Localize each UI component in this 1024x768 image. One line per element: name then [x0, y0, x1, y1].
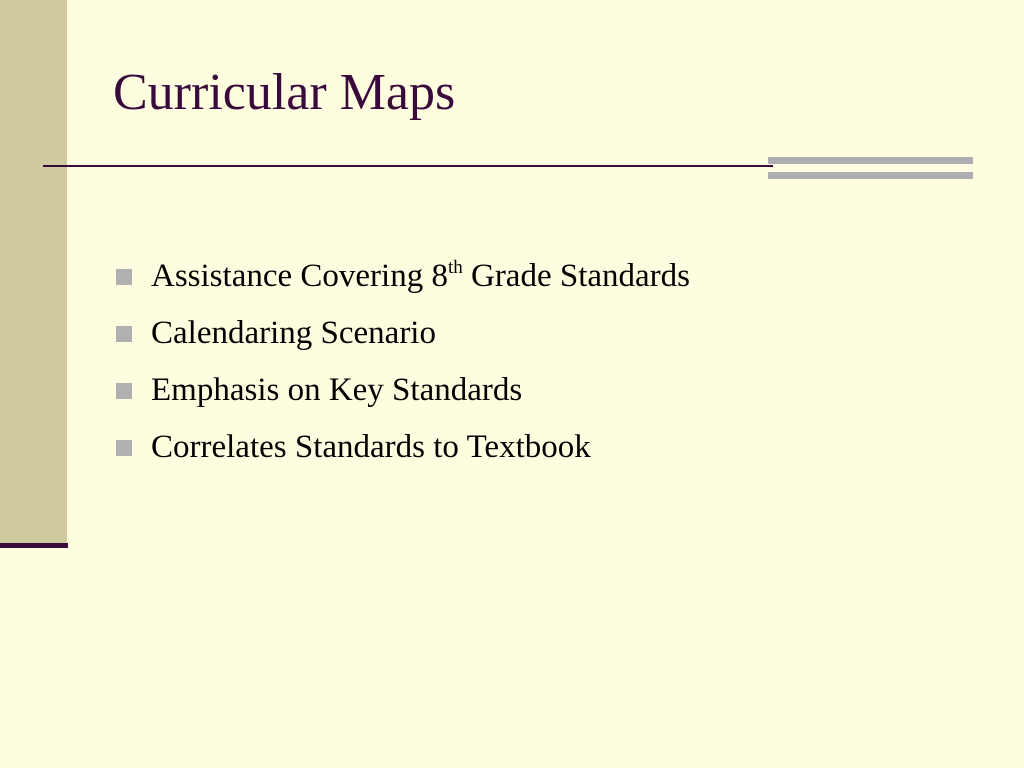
bullet-text-main: Assistance Covering 8 [151, 258, 448, 294]
bullet-text-suffix: Grade Standards [462, 258, 690, 294]
bullet-text [151, 257, 690, 294]
bullet-list [116, 248, 690, 476]
slide-title: Curricular Maps [113, 64, 456, 121]
bullet-item [116, 362, 690, 419]
ordinal-superscript: th [447, 257, 463, 278]
bullet-item [116, 305, 690, 362]
title-divider [43, 165, 773, 167]
left-sidebar-bar [0, 0, 67, 546]
accent-rule-top [768, 157, 973, 164]
square-bullet-icon [116, 269, 132, 285]
bullet-text: Calendaring Scenario [151, 315, 436, 351]
bullet-text: Correlates Standards to Textbook [151, 429, 591, 465]
left-sidebar-rule [0, 543, 68, 548]
bullet-text: Emphasis on Key Standards [151, 372, 523, 408]
square-bullet-icon [116, 440, 132, 456]
square-bullet-icon [116, 383, 132, 399]
bullet-item [116, 248, 690, 305]
square-bullet-icon [116, 326, 132, 342]
bullet-item [116, 419, 690, 476]
accent-rule-bottom [768, 172, 973, 179]
